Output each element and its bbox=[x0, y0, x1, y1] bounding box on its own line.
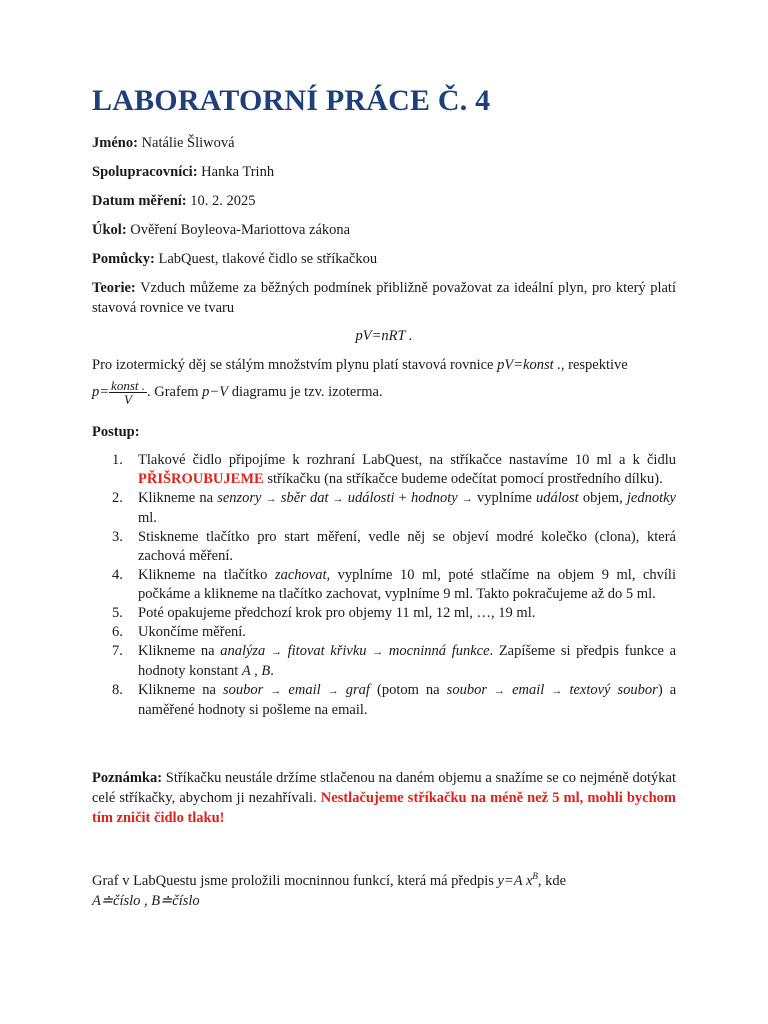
list-item bbox=[92, 681, 676, 720]
note-warning: Nestlačujeme stříkačku na méně než 5 ml, mohli bychom tím zničit čidlo tlaku! bbox=[92, 790, 676, 826]
name-value: Natálie Šliwová bbox=[141, 135, 235, 151]
menu-term: email bbox=[512, 682, 545, 698]
theory-paragraph bbox=[92, 278, 676, 318]
theory-label: Teorie: bbox=[92, 280, 136, 296]
date-field bbox=[92, 191, 256, 211]
date-value: 10. 2. 2025 bbox=[190, 193, 256, 209]
step-text: objem, bbox=[582, 490, 623, 506]
pressure-formula-lhs: p= bbox=[92, 384, 110, 400]
menu-term: analýza bbox=[220, 643, 266, 659]
fraction-numerator: konst . bbox=[111, 378, 145, 394]
menu-term: událost bbox=[535, 490, 579, 506]
menu-term: zachovat, bbox=[274, 567, 331, 583]
step-emphasis: PŘIŠROUBUJEME bbox=[138, 471, 264, 487]
list-item bbox=[92, 604, 676, 623]
step-text: . bbox=[270, 663, 274, 679]
menu-term: soubor bbox=[446, 682, 487, 698]
step-text: ) a naměřené hodnoty si pošleme na email. bbox=[138, 682, 677, 718]
list-item bbox=[92, 623, 676, 642]
step-number: 6. bbox=[112, 624, 123, 640]
menu-term: jednotky bbox=[626, 490, 676, 506]
tools-label: Pomůcky: bbox=[92, 251, 155, 267]
menu-term: sběr dat bbox=[280, 490, 329, 506]
isotherm-paragraph bbox=[92, 376, 676, 408]
note-label: Poznámka: bbox=[92, 770, 163, 786]
graph-text: Graf v LabQuestu jsme proložili mocninnou funkcí, která má předpis bbox=[92, 872, 494, 889]
arrow-icon: → bbox=[270, 685, 282, 697]
step-number: 3. bbox=[112, 529, 123, 545]
name-label: Jméno: bbox=[92, 135, 138, 151]
step-number: 4. bbox=[112, 567, 123, 583]
graph-text: . Grafem bbox=[147, 384, 199, 400]
menu-term: textový soubor bbox=[569, 682, 658, 698]
step-text: Klikneme na tlačítko bbox=[138, 567, 268, 583]
name-field bbox=[92, 133, 235, 153]
step-text: Klikneme na bbox=[138, 490, 214, 506]
arrow-icon: → bbox=[270, 646, 282, 658]
arrow-icon: → bbox=[372, 646, 384, 658]
tools-value: LabQuest, tlakové čidlo se stříkačkou bbox=[158, 251, 378, 267]
isothermal-text-2: , respektive bbox=[560, 357, 628, 373]
step-number: 2. bbox=[112, 490, 123, 506]
step-number: 5. bbox=[112, 605, 123, 621]
step-text: (potom na bbox=[376, 682, 440, 698]
fraction-denominator: V bbox=[124, 392, 132, 408]
list-item bbox=[92, 642, 676, 681]
arrow-icon: → bbox=[332, 493, 344, 505]
theory-text: Vzduch můžeme za běžných podmínek přibližně považovat za ideální plyn, pro který platí stavová rovnice ve tvaru bbox=[92, 280, 676, 316]
constants-math: A , B bbox=[241, 663, 271, 679]
list-item bbox=[92, 489, 676, 528]
note-text: Stříkačku neustále držíme stlačenou na daném objemu a snažíme se co nejméně dotýkat celé stříkačky, abychom ji nezahřívali. bbox=[92, 770, 676, 806]
arrow-icon: → bbox=[551, 685, 563, 697]
task-field bbox=[92, 220, 350, 240]
step-text: Poté opakujeme předchozí krok pro objemy 11 ml, 12 ml, …, 19 ml. bbox=[138, 605, 536, 621]
menu-term: soubor bbox=[222, 682, 264, 698]
graph-text-2: , kde bbox=[537, 872, 567, 889]
power-function bbox=[498, 873, 538, 889]
tools-field bbox=[92, 249, 377, 269]
date-label: Datum měření: bbox=[92, 193, 187, 209]
step-text: . Zapíšeme si předpis funkce a hodnoty konstant bbox=[138, 643, 677, 679]
pressure-fraction bbox=[109, 379, 147, 406]
menu-term: email bbox=[288, 682, 321, 698]
step-text: vyplníme 10 ml, poté stlačíme na objem 9 ml, chvíli počkáme a klikneme na tlačítko zachovat, vyplníme 9 ml. Takto pokračujeme až do 5 ml. bbox=[138, 567, 676, 602]
step-text: + bbox=[398, 490, 407, 506]
graph-paragraph bbox=[92, 866, 676, 911]
arrow-icon: → bbox=[265, 493, 277, 505]
pv-diagram-formula: p−V bbox=[202, 384, 229, 400]
step-text: Stiskneme tlačítko pro start měření, vedle něj se objeví modré kolečko (clona), která zachová měření. bbox=[138, 529, 676, 564]
step-text: vyplníme bbox=[477, 490, 532, 506]
arrow-icon: → bbox=[327, 685, 339, 697]
menu-term: události bbox=[347, 490, 395, 506]
step-text: Klikneme na bbox=[138, 643, 215, 659]
isothermal-equation: pV=konst . bbox=[497, 357, 561, 373]
step-text: Tlakové čidlo připojíme k rozhraní LabQuest, na stříkačce nastavíme 10 ml a k čidlu bbox=[138, 452, 676, 468]
list-item bbox=[92, 451, 676, 489]
step-text: stříkačku (na stříkačce budeme odečítat pomocí prostředního dílku). bbox=[267, 471, 663, 487]
partners-value: Hanka Trinh bbox=[201, 164, 275, 180]
menu-term: hodnoty bbox=[411, 490, 458, 506]
procedure-steps bbox=[92, 451, 676, 720]
isothermal-paragraph bbox=[92, 355, 676, 375]
procedure-label: Postup: bbox=[92, 424, 140, 440]
ideal-gas-equation: pV=nRT . bbox=[355, 328, 413, 344]
list-item bbox=[92, 566, 676, 604]
task-value: Ověření Boyleova-Mariottova zákona bbox=[130, 222, 351, 238]
list-item bbox=[92, 528, 676, 566]
isothermal-text: Pro izotermický děj se stálým množstvím plynu platí stavová rovnice bbox=[92, 357, 494, 373]
isotherm-text: diagramu je tzv. izoterma. bbox=[231, 384, 383, 400]
step-text: Klikneme na bbox=[138, 682, 216, 698]
page-title: LABORATORNÍ PRÁCE Č. 4 bbox=[92, 84, 491, 117]
step-number: 1. bbox=[112, 452, 123, 468]
constants-values: A≐číslo , B≐číslo bbox=[92, 892, 200, 909]
menu-term: senzory bbox=[217, 490, 262, 506]
step-number: 8. bbox=[112, 682, 123, 698]
procedure-heading bbox=[92, 422, 140, 442]
step-number: 7. bbox=[112, 643, 123, 659]
arrow-icon: → bbox=[494, 685, 506, 697]
arrow-icon: → bbox=[461, 493, 473, 505]
task-label: Úkol: bbox=[92, 222, 127, 238]
menu-term: mocninná funkce bbox=[388, 643, 490, 659]
step-text: Ukončíme měření. bbox=[138, 624, 246, 640]
partners-field bbox=[92, 162, 274, 182]
step-text: ml. bbox=[138, 510, 157, 526]
menu-term: fitovat křivku bbox=[287, 643, 367, 659]
menu-term: graf bbox=[345, 682, 370, 698]
power-function-exponent: B bbox=[532, 871, 538, 881]
power-function-base: y=A x bbox=[497, 872, 533, 889]
note-paragraph bbox=[92, 768, 676, 828]
partners-label: Spolupracovníci: bbox=[92, 164, 198, 180]
